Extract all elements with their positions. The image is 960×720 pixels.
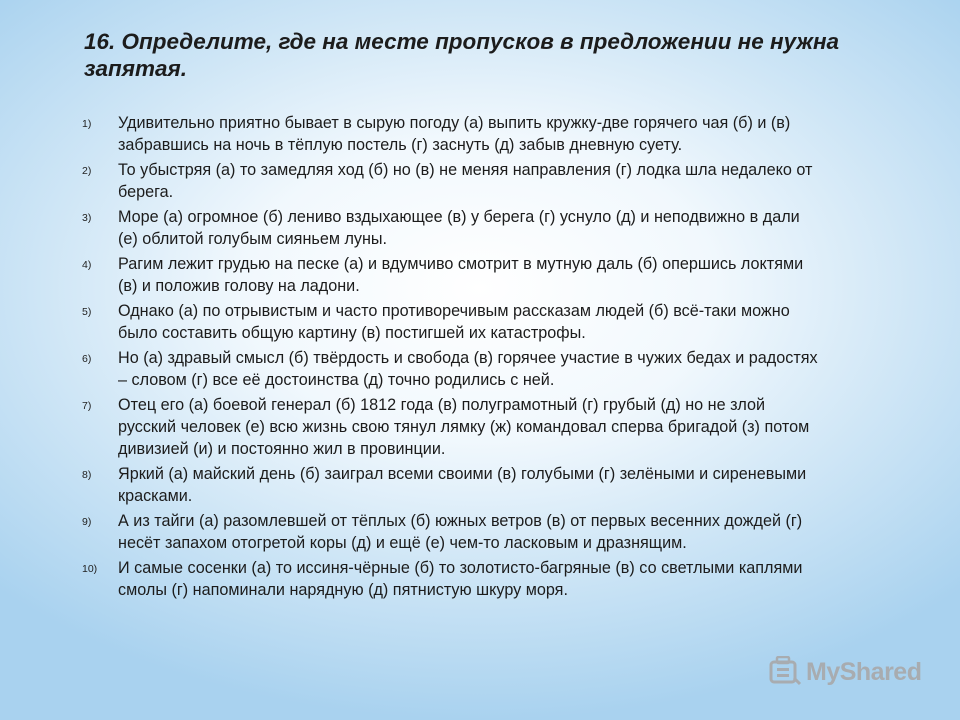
task-title: 16. Определите, где на месте пропусков в предложении не нужна запятая. xyxy=(84,29,840,81)
item-text: Удивительно приятно бывает в сырую погоду (а) выпить кружку-две горячего чая (б) и (в) забравшись на ночь в тёплую постель (г) заснуть (д) забыв дневную суету. xyxy=(118,114,791,154)
item-text: Море (а) огромное (б) лениво вздыхающее (в) у берега (г) уснуло (д) и неподвижно в дали (е) облитой голубым сияньем луны. xyxy=(118,208,800,248)
item-text: Но (а) здравый смысл (б) твёрдость и свобода (в) горячее участие в чужих бедах и радостях – словом (г) все её достоинства (д) точно родились с ней. xyxy=(118,349,818,389)
item-number: 7) xyxy=(82,400,92,412)
item-text: Отец его (а) боевой генерал (б) 1812 года (в) полуграмотный (г) грубый (д) но не злой русский человек (е) всю жизнь свою тянул лямку (ж) командовал сперва бригадой (з) потом дивизией (и) и постоянно жил в провинции. xyxy=(118,396,810,458)
item-number: 2) xyxy=(82,165,92,177)
list-item xyxy=(80,394,820,460)
item-number: 1) xyxy=(82,118,92,130)
list-item xyxy=(80,253,820,297)
watermark-logo xyxy=(768,656,921,688)
item-number: 3) xyxy=(82,212,92,224)
item-number: 9) xyxy=(82,516,92,528)
list-item xyxy=(80,557,820,601)
item-number: 6) xyxy=(82,353,92,365)
list-item xyxy=(80,159,820,203)
list-item xyxy=(80,206,820,250)
item-text: И самые сосенки (а) то иссиня-чёрные (б) то золотисто-багряные (в) со светлыми каплями смолы (г) напоминали нарядную (д) пятнистую шкуру моря. xyxy=(118,559,803,599)
list-item xyxy=(80,347,820,391)
list-item xyxy=(80,463,820,507)
item-number: 4) xyxy=(82,259,92,271)
watermark-text: MyShared xyxy=(806,657,922,686)
item-number: 10) xyxy=(82,563,98,575)
myshared-logo-icon xyxy=(768,656,802,688)
sentence-list xyxy=(80,112,820,604)
item-number: 8) xyxy=(82,469,92,481)
item-text: А из тайги (а) разомлевшей от тёплых (б) южных ветров (в) от первых весенних дождей (г) несёт запахом отогретой коры (д) и ещё (е) чем-то ласковым и дразнящим. xyxy=(118,512,803,552)
item-text: То убыстряя (а) то замедляя ход (б) но (в) не меняя направления (г) лодка шла недалеко от берега. xyxy=(118,161,813,201)
item-text: Однако (а) по отрывистым и часто противоречивым рассказам людей (б) всё-таки можно было составить общую картину (в) постигшей их катастрофы. xyxy=(118,302,790,342)
item-number: 5) xyxy=(82,306,92,318)
item-text: Яркий (а) майский день (б) заиграл всеми своими (в) голубыми (г) зелёными и сиреневыми красками. xyxy=(118,465,807,505)
list-item xyxy=(80,510,820,554)
item-text: Рагим лежит грудью на песке (а) и вдумчиво смотрит в мутную даль (б) опершись локтями (в) и положив голову на ладони. xyxy=(118,255,804,295)
list-item xyxy=(80,112,820,156)
list-item xyxy=(80,300,820,344)
